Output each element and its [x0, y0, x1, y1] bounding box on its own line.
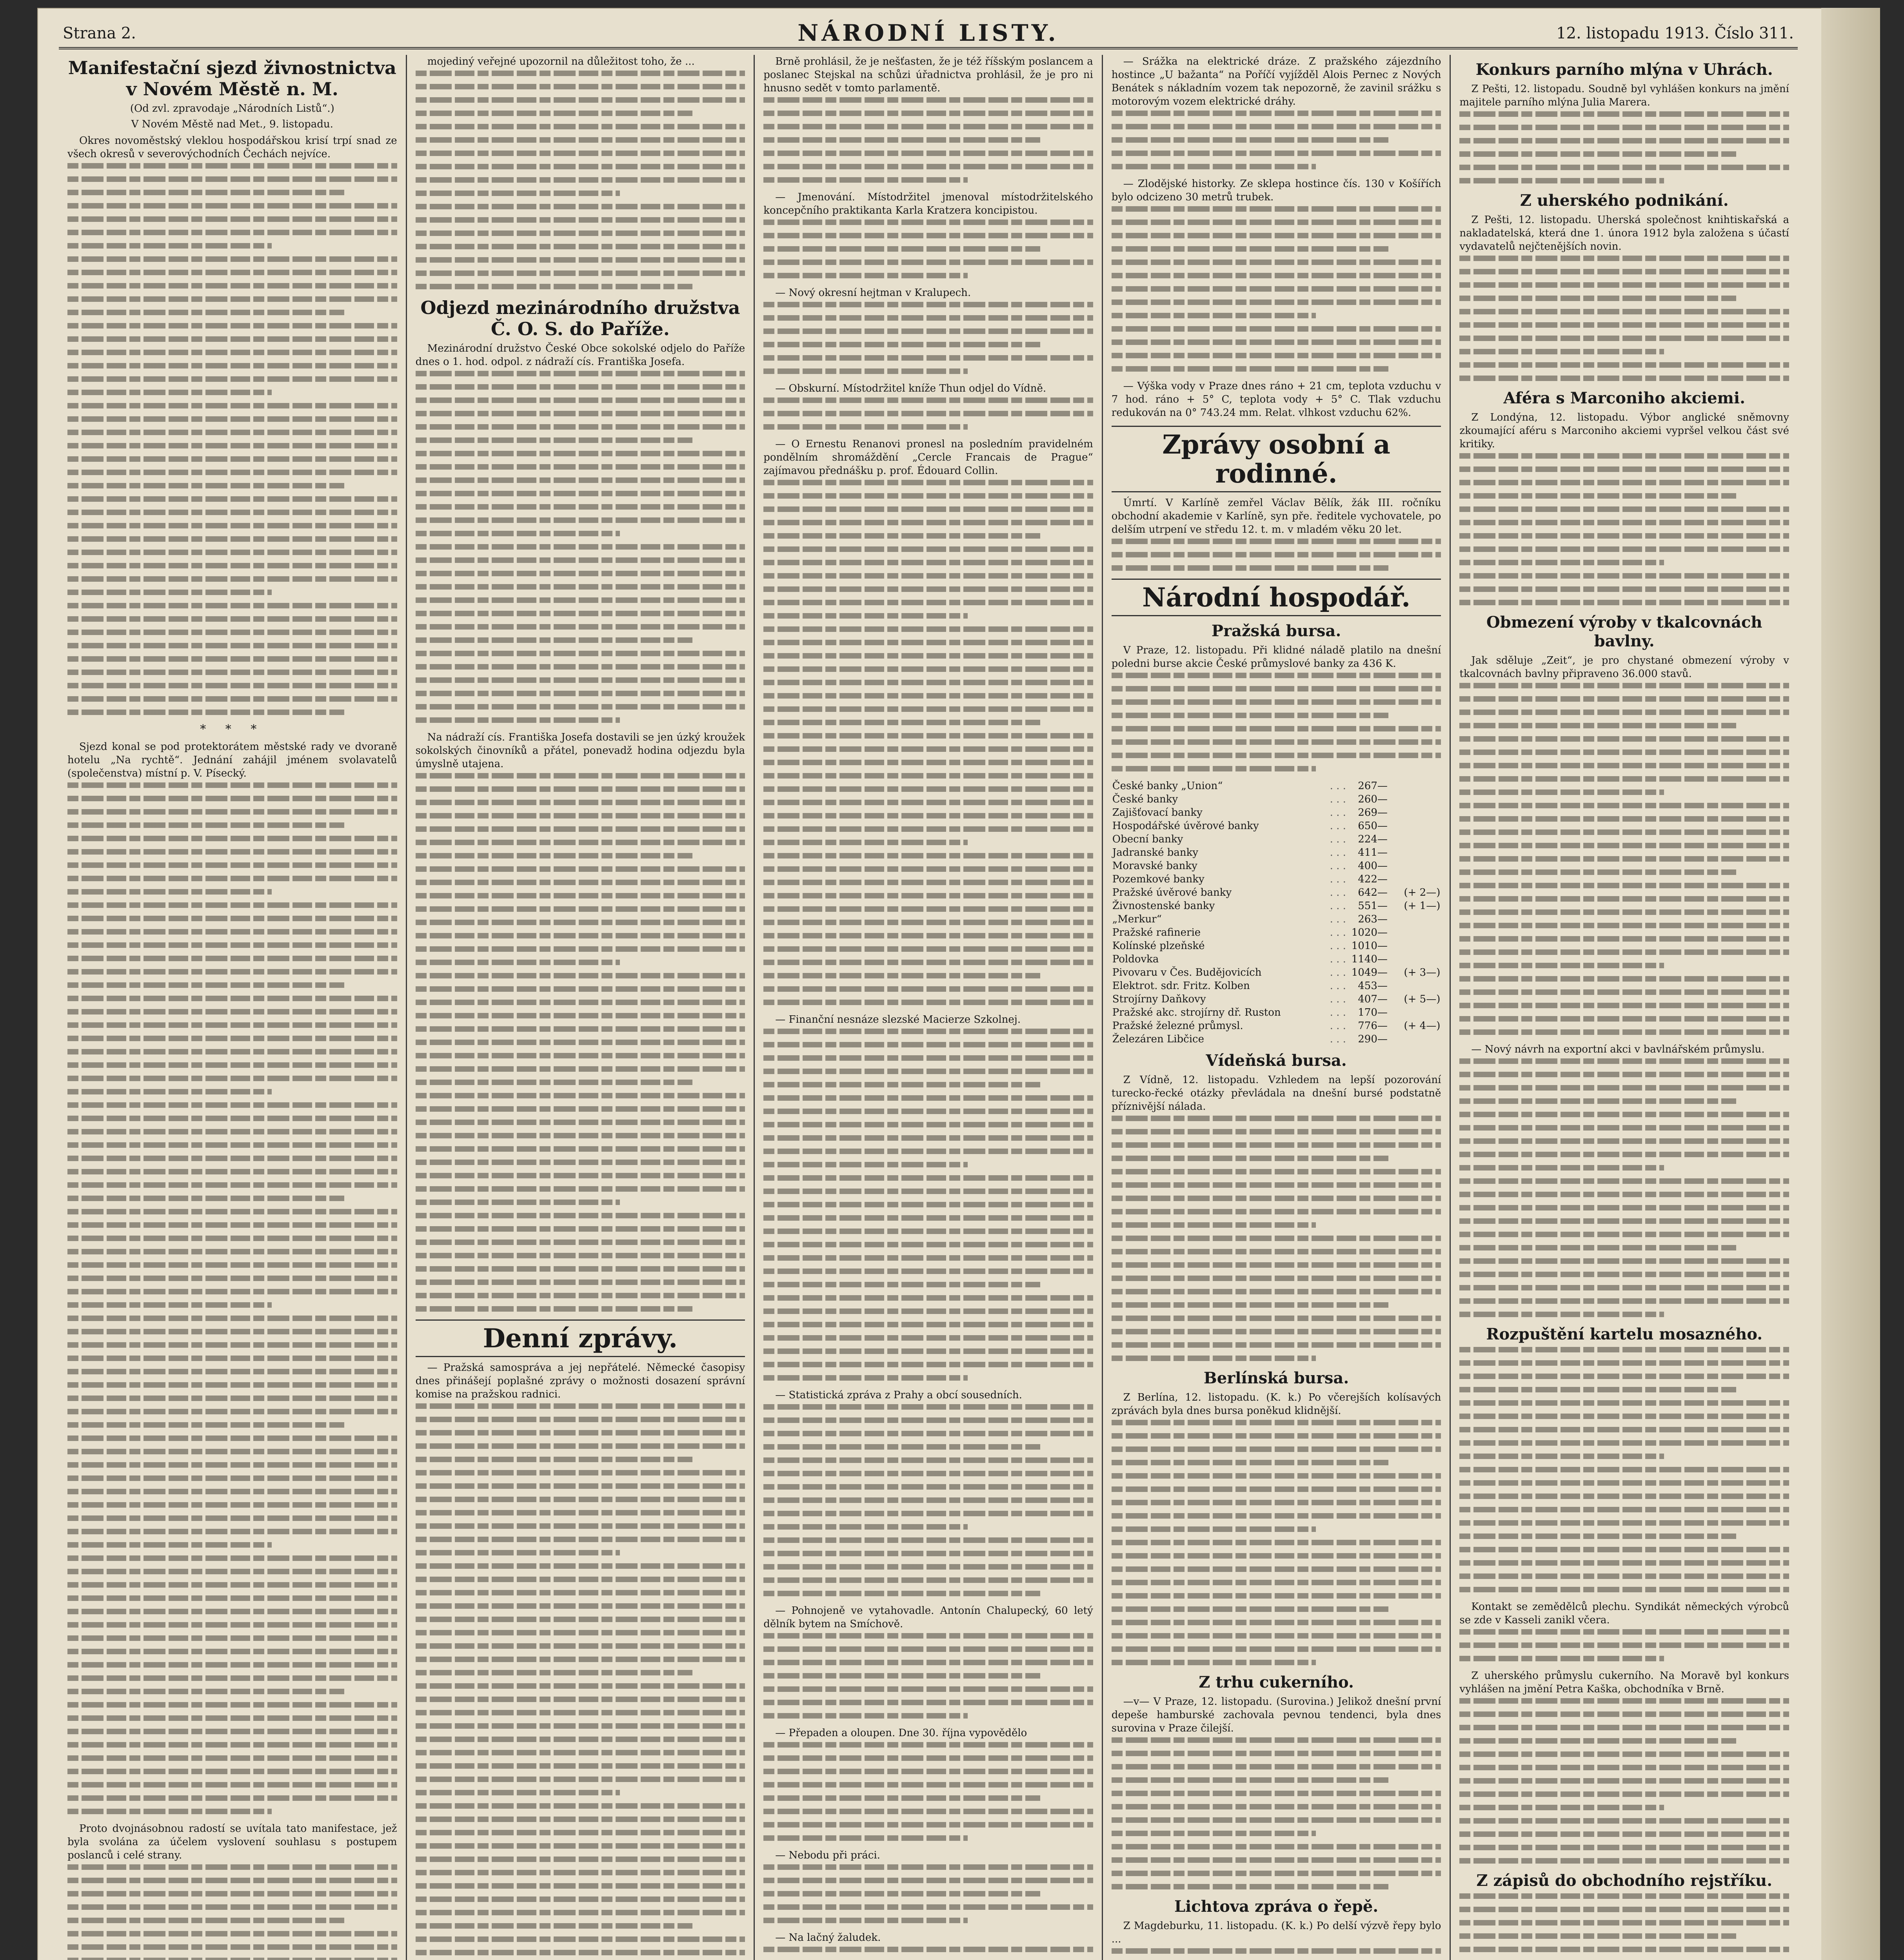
- quote-change: [1388, 979, 1441, 993]
- body-text: [763, 480, 1093, 1005]
- leader-dots: . . .: [1330, 900, 1346, 912]
- quote-row: [1112, 1006, 1441, 1019]
- quote-row: [1112, 926, 1441, 939]
- quote-name: Elektrot. sdr. Fritz. Kolben: [1112, 980, 1250, 992]
- leader-dots: . . .: [1330, 1033, 1346, 1045]
- quote-value: 1049—: [1351, 967, 1388, 978]
- quote-value: 170—: [1358, 1007, 1388, 1018]
- leader-dots: . . .: [1330, 1007, 1346, 1018]
- quote-value: 422—: [1358, 873, 1388, 885]
- section-title: Denní zprávy.: [416, 1319, 745, 1357]
- quote-row: [1112, 979, 1441, 993]
- quote-name: Pražské rafinerie: [1112, 927, 1201, 938]
- body-text: [763, 1404, 1093, 1596]
- body-text: [1112, 1420, 1441, 1665]
- article-title: Odjezd mezinárodního družstva Č. O. S. do Paříže.: [420, 297, 740, 339]
- paragraph: — Zlodějské historky. Ze sklepa hostince čís. 130 v Košířích bylo odcizeno 30 metrů trubek.: [1111, 178, 1441, 203]
- body-text: [1112, 1737, 1441, 1889]
- paragraph: — Nový návrh na exportní akci v bavlnářském průmyslu.: [1471, 1044, 1765, 1055]
- subsection-title: Obmezení výroby v tkalcovnách bavlny.: [1486, 613, 1762, 650]
- quote-value: 551—: [1358, 900, 1388, 912]
- paragraph: Na nádraží cís. Františka Josefa dostavili se jen úzký kroužek sokolských činovníků a přátel, ponevadž hodina odjezdu byla úmyslně utajena.: [415, 731, 745, 770]
- subsection-title: Aféra s Marconiho akciemi.: [1503, 389, 1746, 407]
- quote-name: Pražské akc. strojírny dř. Ruston: [1112, 1007, 1281, 1018]
- quote-change: (+ 1—): [1404, 900, 1441, 912]
- body-text: [416, 371, 745, 723]
- columns: [59, 55, 1798, 1960]
- quote-row: [1112, 1019, 1441, 1033]
- quote-name: Pivovaru v Čes. Budějovicích: [1112, 967, 1262, 978]
- leader-dots: . . .: [1330, 793, 1346, 805]
- quote-value: 411—: [1358, 847, 1388, 858]
- quote-row: [1112, 913, 1441, 926]
- quote-name: Obecní banky: [1112, 833, 1183, 845]
- paragraph: — Finanční nesnáze slezské Macierze Szkolnej.: [775, 1014, 1021, 1025]
- quote-name: Hospodářské úvěrové banky: [1112, 820, 1259, 832]
- quote-change: (+ 3—): [1404, 967, 1441, 978]
- body-text: [763, 1947, 1093, 1960]
- body-text: [67, 163, 397, 715]
- paragraph: Z Berlína, 12. listopadu. (K. k.) Po včerejších kolísavých zprávách byla dnes bursa poněkud klidnější.: [1111, 1392, 1441, 1417]
- quote-value: 267—: [1358, 780, 1388, 792]
- quote-value: 453—: [1358, 980, 1388, 992]
- body-text: [1112, 206, 1441, 372]
- quote-row: [1112, 939, 1441, 953]
- body-text: [1459, 111, 1789, 183]
- paragraph: — Jmenování. Místodržitel jmenoval místodržitelského koncepčního praktikanta Karla Kratzera koncipistou.: [763, 191, 1093, 216]
- leader-dots: . . .: [1330, 927, 1346, 938]
- paragraph: — Přepaden a oloupen. Dne 30. října vypovědělo: [775, 1727, 1027, 1739]
- leader-dots: . . .: [1330, 820, 1346, 832]
- subsection-title: Z trhu cukerního.: [1199, 1673, 1354, 1691]
- quote-value: 263—: [1358, 913, 1388, 925]
- subsection-title: Konkurs parního mlýna v Uhrách.: [1475, 60, 1773, 79]
- body-text: [763, 1029, 1093, 1381]
- leader-dots: . . .: [1330, 780, 1346, 792]
- article-dateline: V Novém Městě nad Met., 9. listopadu.: [131, 118, 333, 130]
- paragraph: Kontakt se zemědělců plechu. Syndikát německých výrobců se zde v Kasseli zanikl včera.: [1459, 1601, 1789, 1626]
- quote-name: Jadranské banky: [1112, 847, 1199, 858]
- body-text: [67, 782, 397, 1814]
- leader-dots: . . .: [1330, 873, 1346, 885]
- subsection-title: Lichtova zpráva o řepě.: [1174, 1897, 1379, 1916]
- article-title: Manifestační sjezd živnostnictva v Novém Městě n. M.: [68, 57, 396, 100]
- quote-change: [1388, 846, 1441, 859]
- leader-dots: . . .: [1330, 913, 1346, 925]
- quote-row: [1112, 899, 1441, 913]
- paragraph: Sjezd konal se pod protektorátem městské rady ve dvoraně hotelu „Na rychtě“. Jednání zahájil jménem svolavatelů (společenstva) místní p. V. Písecký.: [67, 741, 397, 779]
- quote-row: [1112, 1033, 1441, 1046]
- quote-name: Zajišťovací banky: [1112, 807, 1203, 818]
- issue-date: 12. listopadu 1913. Číslo 311.: [1556, 24, 1794, 42]
- paragraph: Z Londýna, 12. listopadu. Výbor anglické sněmovny zkoumající aféru s Marconiho akciemi vypršel velkou část své kritiky.: [1459, 412, 1789, 450]
- quote-change: [1388, 806, 1441, 819]
- paragraph: V Praze, 12. listopadu. Při klidné náladě platilo na dnešní poledni burse akcie České průmyslové banky za 436 K.: [1111, 644, 1441, 670]
- quote-value: 776—: [1358, 1020, 1388, 1032]
- body-text: [763, 220, 1093, 278]
- separator: * * *: [200, 722, 265, 736]
- quote-row: [1112, 859, 1441, 873]
- quote-row: [1112, 806, 1441, 819]
- body-text: [1459, 453, 1789, 605]
- leader-dots: . . .: [1330, 940, 1346, 952]
- quote-name: Pražské železné průmysl.: [1112, 1020, 1243, 1032]
- quote-value: 290—: [1358, 1033, 1388, 1045]
- body-text: [1459, 683, 1789, 1035]
- body-text: [1459, 1058, 1789, 1317]
- subsection-title: Berlínská bursa.: [1203, 1369, 1349, 1387]
- paragraph: Z Vídně, 12. listopadu. Vzhledem na lepší pozorování turecko-řecké otázky převládala na dnešní bursé podstatně příznivější nálada.: [1111, 1074, 1441, 1112]
- column-1: [59, 55, 407, 1960]
- quote-change: (+ 4—): [1404, 1020, 1441, 1032]
- scan-edge: [1821, 8, 1880, 1960]
- body-text: [763, 302, 1093, 374]
- paragraph: Jak sděluje „Zeit“, je pro chystané obmezení výroby v tkalcovnách bavlny připraveno 36.000 stavů.: [1459, 655, 1789, 680]
- subsection-title: Vídeňská bursa.: [1206, 1051, 1347, 1070]
- quote-value: 269—: [1358, 807, 1388, 818]
- quote-value: 407—: [1358, 993, 1388, 1005]
- body-text: [416, 773, 745, 1312]
- body-text: [763, 1633, 1093, 1719]
- quote-change: [1388, 953, 1441, 966]
- quote-change: (+ 5—): [1404, 993, 1441, 1005]
- quote-value: 1010—: [1351, 940, 1388, 952]
- body-text: [1112, 673, 1441, 771]
- leader-dots: . . .: [1330, 953, 1346, 965]
- paragraph: — Na lačný žaludek.: [775, 1932, 881, 1944]
- paragraph: — Statistická zpráva z Prahy a obcí sousedních.: [775, 1389, 1022, 1401]
- subsection-title: Z zápisů do obchodního rejstříku.: [1476, 1871, 1773, 1890]
- quote-change: [1388, 859, 1441, 873]
- quote-name: Živnostenské banky: [1112, 900, 1215, 912]
- quote-name: České banky „Union“: [1112, 780, 1223, 792]
- leader-dots: . . .: [1330, 860, 1346, 872]
- leader-dots: . . .: [1330, 847, 1346, 858]
- body-text: [1459, 1698, 1789, 1864]
- column-5: [1451, 55, 1798, 1960]
- quote-row: [1112, 966, 1441, 979]
- paragraph: Úmrtí. V Karlíně zemřel Václav Bělík, žák III. ročníku obchodní akademie v Karlíně, syn pře. ředitele vychovatele, po delším utrpení ve středu 12. t. m. v mladém věku 20 let.: [1111, 497, 1441, 535]
- paragraph: Z Pešti, 12. listopadu. Uherská společnost knihtiskařská a nakladatelská, která dne 1. února 1912 byla založena s účastí vydavatelů nejčtenějších novin.: [1459, 214, 1789, 252]
- body-text: [416, 71, 745, 289]
- quote-row: [1112, 846, 1441, 859]
- quote-change: [1388, 926, 1441, 939]
- masthead: NÁRODNÍ LISTY.: [798, 20, 1059, 46]
- quote-name: České banky: [1112, 793, 1178, 805]
- page-header: [59, 20, 1798, 49]
- quote-name: Železáren Libčice: [1112, 1033, 1205, 1045]
- section-title: Zprávy osobní a rodinné.: [1112, 426, 1441, 492]
- quote-name: „Merkur“: [1112, 913, 1162, 925]
- quote-change: [1388, 779, 1441, 793]
- quote-name: Kolínské plzeňské: [1112, 940, 1205, 952]
- quote-name: Poldovka: [1112, 953, 1159, 965]
- leader-dots: . . .: [1330, 807, 1346, 818]
- article-byline: (Od zvl. zpravodaje „Národních Listů“.): [130, 103, 334, 114]
- body-text: [67, 1864, 397, 1960]
- leader-dots: . . .: [1330, 1020, 1346, 1032]
- quote-row: [1112, 993, 1441, 1006]
- quote-name: Pražské úvěrové banky: [1112, 887, 1232, 898]
- stock-quotes-table: [1112, 779, 1441, 1046]
- quote-change: [1388, 913, 1441, 926]
- body-text: [1459, 256, 1789, 381]
- body-text: [1459, 1893, 1789, 1960]
- paragraph: — Pražská samospráva a jej nepřátelé. Německé časopisy dnes přinášejí poplašné zprávy o možnosti dosazení správní komise na pražskou radnici.: [415, 1362, 745, 1400]
- body-text: [763, 1864, 1093, 1923]
- leader-dots: . . .: [1330, 833, 1346, 845]
- quote-name: Strojírny Daňkovy: [1112, 993, 1206, 1005]
- quote-row: [1112, 873, 1441, 886]
- quote-value: 1140—: [1351, 953, 1388, 965]
- body-text: [416, 1403, 745, 1960]
- body-text: [1112, 1948, 1441, 1960]
- quote-row: [1112, 886, 1441, 899]
- body-text: [1459, 1629, 1789, 1661]
- newspaper-page: [37, 8, 1880, 1960]
- quote-change: [1388, 793, 1441, 806]
- paragraph: — Nový okresní hejtman v Kralupech.: [775, 287, 971, 299]
- quote-row: [1112, 819, 1441, 833]
- leader-dots: . . .: [1330, 887, 1346, 898]
- paragraph: Z uherského průmyslu cukerního. Na Moravě byl konkurs vyhlášen na jmění Petra Kaška, obchodníka v Brně.: [1459, 1670, 1789, 1695]
- paragraph: Proto dvojnásobnou radostí se uvítala tato manifestace, jež byla svolána za účelem vyslovení souhlasu s postupem poslanců i celé strany.: [67, 1823, 397, 1861]
- quote-change: [1388, 833, 1441, 846]
- body-text: [763, 397, 1093, 430]
- quote-name: Moravské banky: [1112, 860, 1197, 872]
- paragraph: — Nebodu při práci.: [775, 1849, 880, 1861]
- paragraph: — Pohnojeně ve vytahovadle. Antonín Chalupecký, 60 letý dělník bytem na Smíchově.: [763, 1605, 1093, 1630]
- paragraph: mojediný veřejné upozornil na důležitost toho, že ...: [427, 56, 695, 67]
- quote-value: 260—: [1358, 793, 1388, 805]
- quote-value: 224—: [1358, 833, 1388, 845]
- paragraph: Okres novoměstský vleklou hospodářskou krisí trpí snad ze všech okresů v severovýchodních Čechách nejvíce.: [67, 135, 397, 160]
- column-4: [1103, 55, 1451, 1960]
- paragraph: Brně prohlásil, že je nešťasten, že je též říšským poslancem a poslanec Stejskal na schůzi úřadnictva prohlásil, že je pro ni hnusno sedět v tomto parlamentě.: [763, 56, 1093, 94]
- quote-change: [1388, 873, 1441, 886]
- section-title: Národní hospodář.: [1112, 579, 1441, 616]
- body-text: [763, 97, 1093, 183]
- paragraph: Z Pešti, 12. listopadu. Soudně byl vyhlášen konkurs na jmění majitele parního mlýna Julia Marera.: [1459, 83, 1789, 108]
- paragraph: Z Magdeburku, 11. listopadu. (K. k.) Po delší výzvě řepy bylo ...: [1111, 1920, 1441, 1945]
- quote-change: [1388, 1033, 1441, 1046]
- subsection-title: Rozpuštění kartelu mosazného.: [1486, 1325, 1763, 1343]
- quote-value: 642—: [1358, 887, 1388, 898]
- quote-value: 650—: [1358, 820, 1388, 832]
- quote-row: [1112, 793, 1441, 806]
- body-text: [1112, 539, 1441, 571]
- subsection-title: Z uherského podnikání.: [1520, 191, 1729, 210]
- quote-value: 1020—: [1351, 927, 1388, 938]
- quote-change: [1388, 939, 1441, 953]
- paragraph: — Srážka na elektrické dráze. Z pražského zájezdního hostince „U bažanta“ na Poříčí vyjížděl Alois Pernec z Nových Benátek s nákladním vozem tak nepozorně, že zavinil srážku s motorovým vozem elektrické dráhy.: [1111, 56, 1441, 107]
- leader-dots: . . .: [1330, 967, 1346, 978]
- quote-change: [1388, 819, 1441, 833]
- quote-change: (+ 2—): [1404, 887, 1441, 898]
- quote-value: 400—: [1358, 860, 1388, 872]
- column-2: [407, 55, 755, 1960]
- paragraph: — Obskurní. Místodržitel kníže Thun odjel do Vídně.: [775, 383, 1046, 394]
- quote-change: [1388, 1006, 1441, 1019]
- body-text: [1112, 111, 1441, 169]
- paragraph: —v— V Praze, 12. listopadu. (Surovina.) Jelikož dnešní první depeše hamburské zachovala pevnou tendenci, byla dnes surovina v Praze čilejší.: [1111, 1696, 1441, 1734]
- quote-row: [1112, 953, 1441, 966]
- paragraph: — O Ernestu Renanovi pronesl na posledním pravidelném pondělním shromáždění „Cercle Francais de Prague“ zajímavou přednášku p. prof. Édouard Collin.: [763, 438, 1093, 477]
- quote-row: [1112, 779, 1441, 793]
- quote-name: Pozemkové banky: [1112, 873, 1205, 885]
- body-text: [763, 1742, 1093, 1841]
- page-number: Strana 2.: [63, 24, 136, 42]
- body-text: [1459, 1347, 1789, 1592]
- quote-row: [1112, 833, 1441, 846]
- paragraph: Mezinárodní družstvo České Obce sokolské odjelo do Paříže dnes o 1. hod. odpol. z nádraží cís. Františka Josefa.: [415, 343, 745, 368]
- subsection-title: Pražská bursa.: [1211, 622, 1341, 640]
- weather-report: — Výška vody v Praze dnes ráno + 21 cm, teplota vzduchu v 7 hod. ráno + 5° C, teplota vody + 5° C. Tlak vzduchu redukován na 0° 743.24 mm. Relat. vlhkost vzduchu 62%.: [1111, 380, 1441, 419]
- leader-dots: . . .: [1330, 993, 1346, 1005]
- body-text: [1112, 1116, 1441, 1361]
- leader-dots: . . .: [1330, 980, 1346, 992]
- column-3: [755, 55, 1103, 1960]
